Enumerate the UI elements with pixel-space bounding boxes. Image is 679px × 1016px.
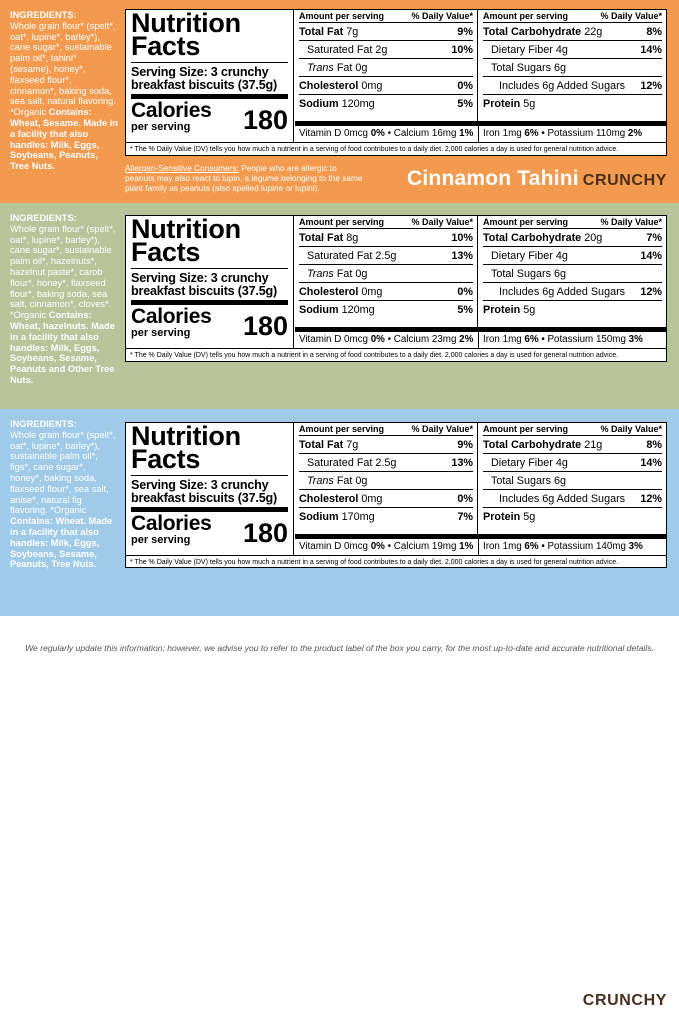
total-fat-row [299, 229, 473, 247]
calories-row [131, 307, 288, 341]
allergen-heading: Allergen-Sensitive Consumers: [125, 986, 239, 996]
nutrient-table [295, 423, 666, 555]
sodium-row [299, 301, 473, 319]
nutrient-label: Dietary Fiber [491, 44, 553, 56]
serving-size: Serving Size: 3 crunchy breakfast biscuits (37.5g) [131, 271, 277, 298]
amount-header: Amount per serving [483, 424, 569, 434]
nutrient-label: Trans [307, 268, 334, 280]
nutrient-label: Total Sugars [491, 268, 552, 280]
ingredients-list: Whole grain flour* (spelt*, oat*, lupine*, barley*), cane sugar*, sustainable palm oil*, tahini* (sesame), honey*, flaxseed flour*, cinnamon*, baking soda, sea salt, natural flavoring. *Organic [10, 20, 116, 118]
calories-value: 180 [242, 518, 288, 548]
contains-statement: Contains: Wheat, Sesame. Made in a facility that also handles: Milk, Eggs, Soybeans, Peanuts, Tree Nuts. [10, 107, 118, 172]
amount-header: Amount per serving [299, 11, 385, 21]
protein-row [483, 508, 662, 526]
nutrient-dv: 10% [451, 44, 473, 56]
nutrient-label: Total Fat [299, 232, 344, 244]
nutrient-label: Sodium [299, 304, 339, 316]
nutrient-dv: 13% [451, 250, 473, 262]
cholesterol-row [299, 490, 473, 508]
nutrient-amount: 140mg [595, 541, 626, 552]
dietary-fiber-row [483, 454, 662, 472]
nf-title-line-2: Facts [131, 31, 201, 61]
flavor-title: Cinnamon Tahini [407, 167, 579, 190]
nutrient-amount: 5g [523, 511, 536, 523]
total-fat-row [299, 23, 473, 41]
added-sugars-row [483, 283, 662, 301]
nutrient-amount: 1mg [502, 334, 522, 345]
nutrient-amount: 0mcg [344, 128, 368, 139]
nutrient-column-right [479, 423, 666, 534]
nutrient-label: Trans [307, 62, 334, 74]
nutrient-dv: 7% [646, 232, 662, 244]
nutrient-dv: 2% [459, 334, 474, 345]
ingredients-block [10, 213, 118, 386]
nutrient-label: Saturated Fat [307, 44, 373, 56]
nutrient-dv: 6% [524, 541, 539, 552]
vitamins-minerals-row: Vitamin D 0mcg 0% • Calcium 19mg 1% Iron 1mg 6% • Potassium 140mg 3% [295, 534, 666, 555]
nutrient-amount: 170mg [341, 511, 375, 523]
nutrient-table [295, 216, 666, 348]
nf-title-line-2: Facts [131, 237, 201, 267]
serving-size: Serving Size: 3 crunchy breakfast biscuits (37.5g) [131, 65, 277, 92]
crunchy-tag: CRUNCHY [582, 172, 667, 189]
contains-statement: Contains: Wheat, hazelnuts. Made in a facility that also handles: Milk, Eggs, Soybeans, Sesame, Peanuts and Other Tree Nuts. [10, 310, 115, 385]
nutrient-label: Dietary Fiber [491, 457, 553, 469]
ingredients-title: INGREDIENTS: [10, 213, 77, 223]
nutrient-dv: 0% [370, 128, 385, 139]
trans-fat-row [299, 59, 473, 77]
nutrient-label: Sodium [299, 98, 339, 110]
flavor-name [407, 167, 667, 191]
footer-disclaimer: We regularly update this information; however, we advise you to refer to the product label of the box you carry, for the most up-to-date and accurate nutritional details. [25, 643, 654, 653]
nutrient-label: Vitamin D [299, 541, 342, 552]
saturated-fat-row [299, 454, 473, 472]
dv-header: % Daily Value* [600, 11, 662, 21]
dv-header: % Daily Value* [411, 217, 473, 227]
vitamins-minerals-row: Vitamin D 0mcg 0% • Calcium 16mg 1% Iron 1mg 6% • Potassium 110mg 2% [295, 121, 666, 142]
nutrient-label: Total Carbohydrate [483, 439, 582, 451]
crunchy-tag: CRUNCHY [582, 992, 667, 1009]
nutrient-label: Protein [483, 511, 521, 523]
nutrient-amount: 6g [542, 493, 555, 505]
nutrient-amount: 0mcg [344, 334, 368, 345]
nutrition-facts-label [125, 422, 667, 568]
dv-footnote: * The % Daily Value (DV) tells you how much a nutrient in a serving of food contributes to a daily diet. 2,000 calories a day is used for general nutrition advice. [126, 555, 666, 569]
nutrient-dv: 2% [627, 128, 643, 139]
protein-row [483, 301, 662, 319]
nutrient-label: Saturated Fat [307, 250, 373, 262]
nutrition-facts-header [126, 423, 294, 555]
nutrient-amount: 5g [523, 98, 536, 110]
nutrient-column-left [295, 10, 478, 121]
nutrient-amount: 8g [346, 232, 359, 244]
nutrient-label: Total Carbohydrate [483, 232, 582, 244]
calories-value: 180 [242, 105, 288, 135]
nutrient-dv: 0% [370, 334, 385, 345]
nf-title-line-1: Nutrition [131, 214, 241, 244]
nutrient-label: Total Fat [299, 439, 344, 451]
nutrient-label: Protein [483, 304, 521, 316]
nutrient-amount: 2.5g [375, 250, 397, 262]
ingredients-list: Whole grain flour* (spelt*, oat*, lupine*, barley*), sustainable palm oil*, figs*, cane sugar*, honey*, baking soda, flaxseed flour*, sea salt, anise*, natural fig flavoring. *Organic [10, 429, 116, 516]
amount-header: Amount per serving [299, 217, 385, 227]
nutrient-dv: 1% [459, 541, 474, 552]
nutrition-facts-header [126, 10, 294, 142]
nutrient-amount: 2.5g [375, 457, 397, 469]
nutrient-amount: 0mg [361, 286, 383, 298]
ingredients-block [10, 419, 118, 570]
nutrient-amount: 0g [355, 475, 368, 487]
nutrient-label: Calcium [393, 334, 430, 345]
nutrient-label: Total Sugars [491, 475, 552, 487]
nutrient-amount: 0g [355, 268, 368, 280]
nutrient-dv: 12% [640, 80, 662, 92]
nutrient-label: Potassium [547, 128, 594, 139]
nutrient-amount: 2g [375, 44, 388, 56]
nutrient-label: Total Sugars [491, 62, 552, 74]
nutrient-dv: 5% [457, 304, 473, 316]
nutrient-label: Includes [499, 80, 540, 92]
ingredients-title: INGREDIENTS: [10, 419, 77, 429]
nutrient-amount: 23mg [431, 334, 457, 345]
nutrient-dv: 3% [628, 334, 643, 345]
nutrient-amount: 6g [554, 62, 567, 74]
cholesterol-row [299, 283, 473, 301]
nutrient-amount: 0mg [361, 493, 383, 505]
nutrient-amount: 4g [555, 457, 568, 469]
sodium-row [299, 95, 473, 113]
nutrient-label: Protein [483, 98, 521, 110]
nutrient-dv: 1% [459, 128, 474, 139]
sodium-row [299, 508, 473, 526]
nutrient-label: Calcium [393, 128, 430, 139]
ingredients-block [10, 10, 118, 172]
nutrient-amount: 16mg [431, 128, 457, 139]
nutrient-amount: 21g [584, 439, 603, 451]
nutrient-label: Added Sugars [556, 286, 626, 298]
nutrient-dv: 7% [457, 511, 473, 523]
nutrient-column-right [479, 216, 666, 327]
nutrient-label: Cholesterol [299, 80, 359, 92]
nutrient-label: Trans [307, 475, 334, 487]
total-fat-row [299, 436, 473, 454]
nutrient-label: Iron [483, 128, 500, 139]
added-sugars-row [483, 77, 662, 95]
nutrient-amount: 22g [584, 26, 603, 38]
vitamins-minerals-row: Vitamin D 0mcg 0% • Calcium 23mg 2% Iron 1mg 6% • Potassium 150mg 3% [295, 327, 666, 348]
nutrient-amount: 4g [555, 44, 568, 56]
nutrition-facts-header [126, 216, 294, 348]
allergen-text: People who are allergic to peanuts may also react to lupin, a legume belonging to the same plant family as peanuts (also spelled lupine or lupini). [125, 986, 363, 1016]
nf-title-line-1: Nutrition [131, 8, 241, 38]
contains-statement: Contains: Wheat. Made in a facility that also handles: Milk, Eggs, Soybeans, Sesame, Peanuts, Tree Nuts. [10, 516, 113, 570]
nutrient-amount: 6g [542, 286, 555, 298]
nutrient-dv: 0% [457, 80, 473, 92]
dv-header: % Daily Value* [411, 424, 473, 434]
per-serving-label: per serving [131, 121, 191, 133]
serving-size: Serving Size: 3 crunchy breakfast biscuits (37.5g) [131, 478, 277, 505]
nf-title-line-1: Nutrition [131, 421, 241, 451]
nutrient-amount: 6g [554, 268, 567, 280]
flavor-name [483, 987, 667, 1011]
nutrient-amount: 120mg [341, 98, 375, 110]
nutrient-label: Iron [483, 541, 500, 552]
nutrient-amount: 1mg [502, 128, 522, 139]
calories-label: Calories [131, 99, 212, 122]
nutrient-table [295, 10, 666, 142]
nutrient-dv: 13% [451, 457, 473, 469]
trans-fat-row [299, 472, 473, 490]
nutrient-label: Cholesterol [299, 493, 359, 505]
nutrient-label: Potassium [547, 541, 594, 552]
allergen-notice [125, 986, 365, 1016]
nutrient-dv: 0% [457, 493, 473, 505]
nutrient-dv: 8% [646, 439, 662, 451]
nutrient-column-left [295, 216, 478, 327]
nutrient-label: Total Carbohydrate [483, 26, 582, 38]
calories-row [131, 514, 288, 548]
nutrient-dv: 0% [370, 541, 385, 552]
amount-header: Amount per serving [483, 11, 569, 21]
nutrition-facts-label [125, 9, 667, 156]
nutrient-dv: 5% [457, 98, 473, 110]
nutrient-amount: 5g [523, 304, 536, 316]
product-panel-1 [0, 0, 679, 203]
nutrient-dv: 14% [640, 44, 662, 56]
allergen-text: People who are allergic to peanuts may also react to lupin, a legume belonging to the same plant family as peanuts (also spelled lupine or lupini). [125, 163, 363, 193]
calories-label: Calories [131, 305, 212, 328]
nutrient-label: Total Fat [299, 26, 344, 38]
nutrient-label: Vitamin D [299, 128, 342, 139]
nutrient-dv: 8% [646, 26, 662, 38]
saturated-fat-row [299, 41, 473, 59]
total-sugars-row [483, 59, 662, 77]
nutrient-amount: 0mcg [344, 541, 368, 552]
total-carb-row [483, 229, 662, 247]
nutrient-amount: 0mg [361, 80, 383, 92]
nutrient-label: Fat [336, 475, 353, 487]
nutrient-amount: 6g [542, 80, 555, 92]
amount-header: Amount per serving [299, 424, 385, 434]
nutrient-dv: 6% [524, 334, 539, 345]
nutrient-amount: 6g [554, 475, 567, 487]
nutrient-label: Fat [336, 268, 353, 280]
dv-header: % Daily Value* [600, 217, 662, 227]
nutrient-amount: 110mg [595, 128, 626, 139]
nutrient-amount: 4g [555, 250, 568, 262]
calories-row [131, 101, 288, 135]
added-sugars-row [483, 490, 662, 508]
footer [0, 616, 679, 679]
nutrient-dv: 3% [628, 541, 643, 552]
dv-header: % Daily Value* [600, 424, 662, 434]
nutrient-label: Cholesterol [299, 286, 359, 298]
nutrient-amount: 7g [346, 26, 359, 38]
nutrient-dv: 0% [457, 286, 473, 298]
dv-footnote: * The % Daily Value (DV) tells you how much a nutrient in a serving of food contributes to a daily diet. 2,000 calories a day is used for general nutrition advice. [126, 348, 666, 362]
ingredients-list: Whole grain flour* (spelt*, oat*, lupine*, barley*), cane sugar*, sustainable palm oil*, hazelnuts*, hazelnut paste*, carob flour*, honey*, flaxseed flour*, baking soda, sea salt, cinnamon*, cloves*. *Organic [10, 223, 116, 321]
nutrient-label: Potassium [547, 334, 594, 345]
nutrient-column-right [479, 10, 666, 121]
ingredients-title: INGREDIENTS: [10, 10, 77, 20]
nutrient-dv: 12% [640, 286, 662, 298]
calories-label: Calories [131, 512, 212, 535]
nutrient-label: Added Sugars [556, 80, 626, 92]
total-sugars-row [483, 472, 662, 490]
cholesterol-row [299, 77, 473, 95]
dietary-fiber-row [483, 247, 662, 265]
nutrient-label: Fat [336, 62, 353, 74]
nutrient-dv: 6% [524, 128, 539, 139]
nutrient-label: Includes [499, 286, 540, 298]
nutrient-label: Includes [499, 493, 540, 505]
dv-header: % Daily Value* [411, 11, 473, 21]
saturated-fat-row [299, 247, 473, 265]
nutrient-dv: 14% [640, 250, 662, 262]
total-carb-row [483, 436, 662, 454]
nutrient-label: Saturated Fat [307, 457, 373, 469]
per-serving-label: per serving [131, 534, 191, 546]
dietary-fiber-row [483, 41, 662, 59]
nutrient-dv: 9% [457, 439, 473, 451]
nutrient-amount: 1mg [502, 541, 522, 552]
amount-header: Amount per serving [483, 217, 569, 227]
nf-title-line-2: Facts [131, 444, 201, 474]
allergen-notice [125, 163, 365, 193]
calories-value: 180 [242, 311, 288, 341]
nutrient-label: Iron [483, 334, 500, 345]
nutrient-amount: 19mg [431, 541, 457, 552]
trans-fat-row [299, 265, 473, 283]
nutrient-label: Sodium [299, 511, 339, 523]
nutrient-dv: 14% [640, 457, 662, 469]
nutrient-dv: 12% [640, 493, 662, 505]
per-serving-label: per serving [131, 327, 191, 339]
nutrient-label: Vitamin D [299, 334, 342, 345]
nutrient-dv: 10% [451, 232, 473, 244]
product-panel-2 [0, 203, 679, 409]
nutrient-column-left [295, 423, 478, 534]
nutrient-amount: 0g [355, 62, 368, 74]
flavor-title: Fig Anise [483, 987, 579, 1010]
total-sugars-row [483, 265, 662, 283]
total-carb-row [483, 23, 662, 41]
protein-row [483, 95, 662, 113]
dv-footnote: * The % Daily Value (DV) tells you how much a nutrient in a serving of food contributes to a daily diet. 2,000 calories a day is used for general nutrition advice. [126, 142, 666, 156]
allergen-heading: Allergen-Sensitive Consumers: [125, 163, 239, 173]
nutrient-amount: 20g [584, 232, 603, 244]
nutrient-amount: 150mg [595, 334, 626, 345]
nutrient-amount: 7g [346, 439, 359, 451]
nutrient-amount: 120mg [341, 304, 375, 316]
nutrient-label: Calcium [393, 541, 430, 552]
nutrition-facts-label [125, 215, 667, 362]
nutrient-label: Added Sugars [556, 493, 626, 505]
nutrient-dv: 9% [457, 26, 473, 38]
nutrient-label: Dietary Fiber [491, 250, 553, 262]
